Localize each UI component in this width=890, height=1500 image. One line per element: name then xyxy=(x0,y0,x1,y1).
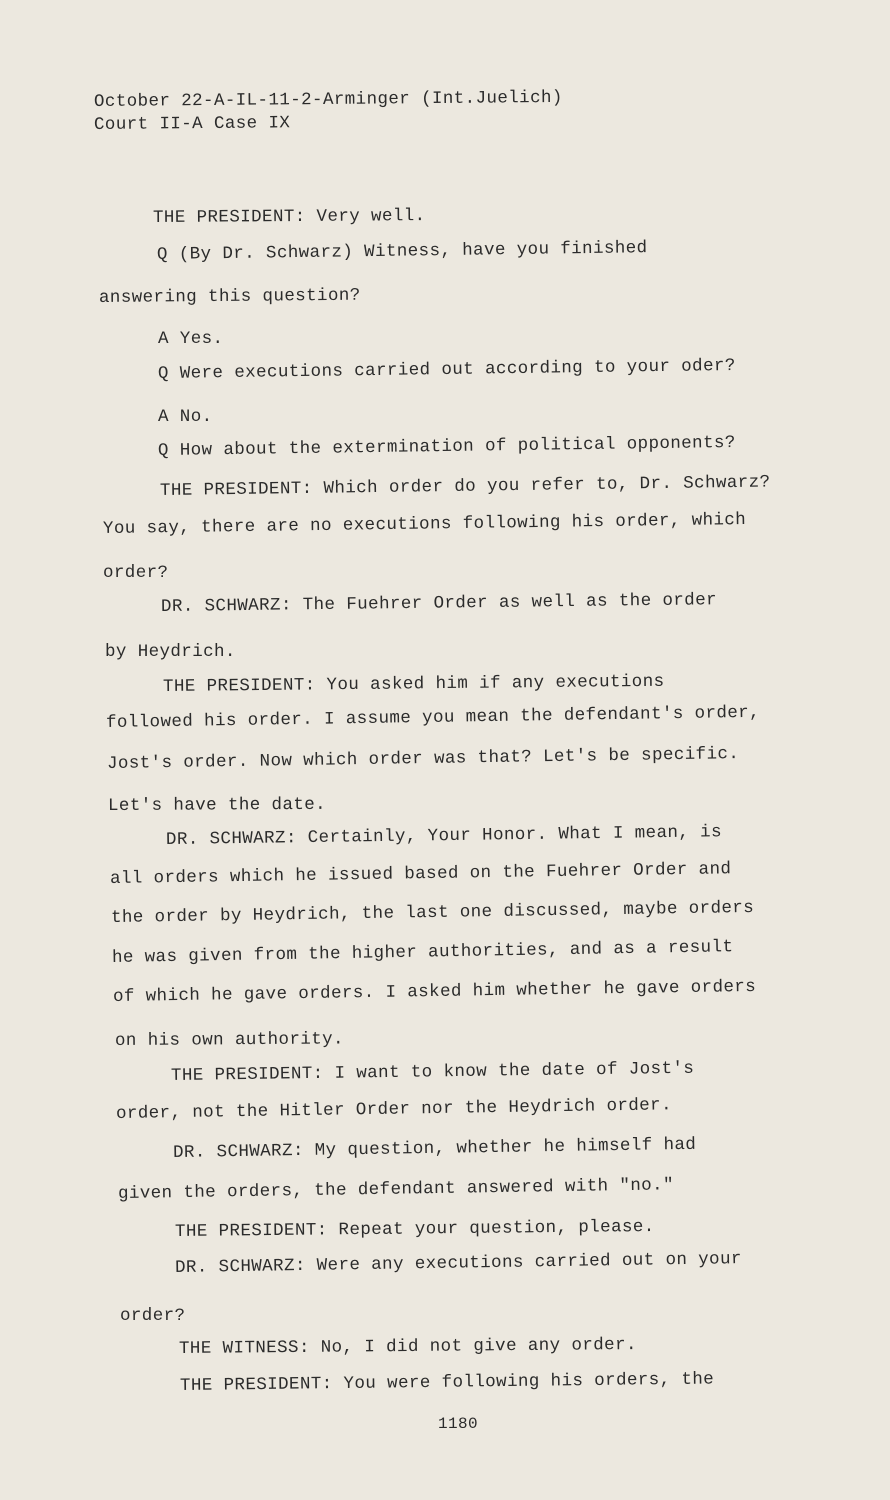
transcript-line: on his own authority. xyxy=(114,1029,345,1051)
transcript-line: DR. SCHWARZ: The Fuehrer Order as well as the order xyxy=(160,590,718,617)
transcript-line: by Heydrich. xyxy=(105,642,236,662)
transcript-line: A No. xyxy=(158,407,213,427)
transcript-line: THE PRESIDENT: Which order do you refer to, Dr. Schwarz? xyxy=(159,472,771,501)
transcript-line: THE PRESIDENT: Very well. xyxy=(152,206,426,228)
page-number: 1180 xyxy=(438,1415,479,1433)
transcript-line: THE WITNESS: No, I did not give any order. xyxy=(178,1335,637,1359)
transcript-line: Q Were executions carried out according to your oder? xyxy=(157,355,736,384)
transcript-line: Q How about the extermination of political opponents? xyxy=(157,432,736,461)
header-court-case: Court II-A Case IX xyxy=(93,113,291,135)
transcript-line: THE PRESIDENT: You were following his orders, the xyxy=(179,1369,715,1396)
transcript-line: Jost's order. Now which order was that? Let's be specific. xyxy=(106,744,740,774)
transcript-line: Q (By Dr. Schwarz) Witness, have you finished xyxy=(156,238,648,265)
transcript-line: A Yes. xyxy=(158,329,224,349)
transcript-line: DR. SCHWARZ: Were any executions carried out on your xyxy=(174,1249,742,1278)
transcript-line: You say, there are no executions following his order, which xyxy=(102,510,747,539)
transcript-line: THE PRESIDENT: Repeat your question, please. xyxy=(174,1216,655,1242)
transcript-line: given the orders, the defendant answered with "no." xyxy=(117,1175,675,1204)
transcript-line: order? xyxy=(103,563,169,583)
transcript-line: order? xyxy=(120,1306,186,1326)
transcript-line: THE PRESIDENT: You asked him if any executions xyxy=(162,671,665,697)
transcript-line: all orders which he issued based on the Fuehrer Order and xyxy=(109,859,732,889)
transcript-line: Let's have the date. xyxy=(107,794,327,816)
transcript-line: DR. SCHWARZ: Certainly, Your Honor. What I mean, is xyxy=(165,822,723,850)
transcript-line: answering this question? xyxy=(98,285,361,308)
transcript-line: he was given from the higher authorities, and as a result xyxy=(111,937,734,968)
transcript-line: DR. SCHWARZ: My question, whether he himself had xyxy=(172,1134,697,1163)
transcript-line: followed his order. I assume you mean the defendant's order, xyxy=(105,702,761,733)
transcript-line: order, not the Hitler Order nor the Heydrich order. xyxy=(115,1095,673,1124)
header-case-reference: October 22-A-IL-11-2-Arminger (Int.Juelich) xyxy=(93,87,563,112)
transcript-line: THE PRESIDENT: I want to know the date of Jost's xyxy=(170,1058,695,1086)
transcript-line: the order by Heydrich, the last one discussed, maybe orders xyxy=(110,897,755,928)
transcript-line: of which he gave orders. I asked him whether he gave orders xyxy=(112,976,757,1007)
